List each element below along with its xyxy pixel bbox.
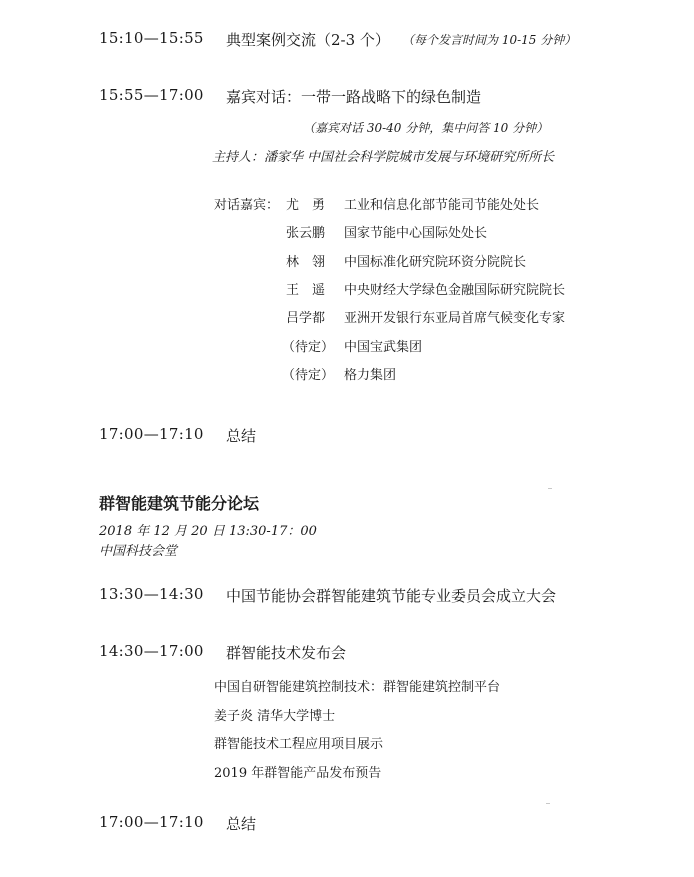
program-item: 2019 年群智能产品发布预告 (214, 766, 382, 781)
program-item: 中国自研智能建筑控制技术：群智能建筑控制平台 (214, 680, 501, 695)
schedule-note: （每个发言时间为 10-15 分钟） (402, 33, 577, 47)
schedule-title: 群智能技术发布会 (226, 644, 347, 662)
guest-name: 吕学都 (286, 311, 326, 326)
guest-role: 中央财经大学绿色金融国际研究院院长 (344, 283, 566, 298)
program-item: 群智能技术工程应用项目展示 (214, 737, 384, 752)
schedule-time: 14:30—17:00 (99, 642, 204, 660)
guest-name: 王 遥 (286, 283, 326, 298)
schedule-time: 17:00—17:10 (99, 425, 204, 443)
program-item: 姜子炎 清华大学博士 (214, 709, 336, 724)
guest-role: 工业和信息化部节能司节能处处长 (344, 198, 540, 213)
schedule-title: 中国节能协会群智能建筑节能专业委员会成立大会 (226, 587, 557, 605)
guest-name: 林 翎 (286, 255, 326, 270)
host-line: 主持人：潘家华 中国社会科学院城市发展与环境研究所所长 (212, 150, 555, 165)
forum-date: 2018 年 12 月 20 日 13:30-17：00 (99, 524, 317, 539)
schedule-title: 嘉宾对话：一带一路战略下的绿色制造 (226, 88, 482, 106)
schedule-time: 15:55—17:00 (99, 86, 204, 104)
guests-label: 对话嘉宾： (214, 198, 280, 213)
guest-role: 亚洲开发银行东亚局首席气候变化专家 (344, 311, 566, 326)
guest-name: （待定） (282, 340, 335, 355)
scan-speck (546, 803, 550, 804)
schedule-title: 典型案例交流（2-3 个） (226, 31, 390, 49)
schedule-note: （嘉宾对话 30-40 分钟，集中问答 10 分钟） (303, 121, 549, 135)
guest-role: 中国标准化研究院环资分院院长 (344, 255, 527, 270)
guest-role: 格力集团 (344, 368, 397, 383)
schedule-time: 13:30—14:30 (99, 585, 204, 603)
forum-venue: 中国科技会堂 (99, 544, 178, 559)
guest-name: 张云鹏 (286, 226, 326, 241)
scan-speck (548, 488, 552, 489)
schedule-time: 15:10—15:55 (99, 29, 204, 47)
forum-heading: 群智能建筑节能分论坛 (99, 494, 260, 513)
guest-name: （待定） (282, 368, 335, 383)
guest-role: 国家节能中心国际处处长 (344, 226, 488, 241)
guest-role: 中国宝武集团 (344, 340, 423, 355)
guest-name: 尤 勇 (286, 198, 326, 213)
schedule-title: 总结 (226, 427, 257, 445)
schedule-title: 总结 (226, 815, 257, 833)
schedule-time: 17:00—17:10 (99, 813, 204, 831)
